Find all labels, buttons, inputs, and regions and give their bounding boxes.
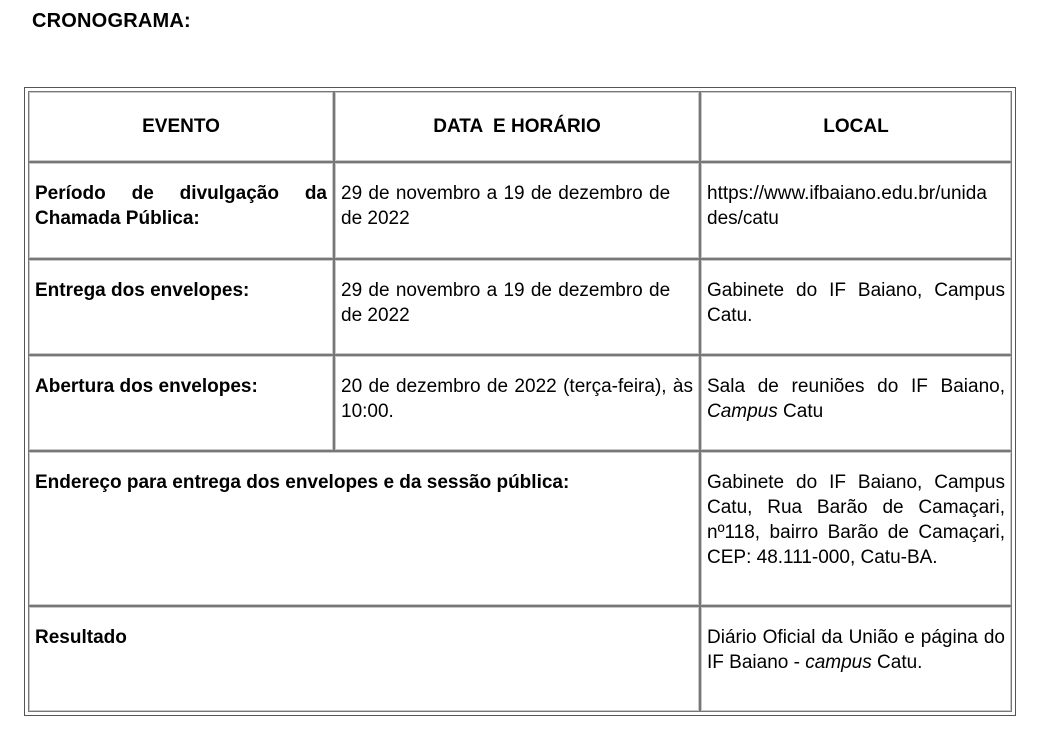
row-1-data	[334, 162, 700, 259]
row-2-data	[334, 259, 700, 355]
page-title: CRONOGRAMA:	[32, 10, 191, 32]
row-1-local	[700, 162, 1012, 259]
row-3-data: 20 de dezembro de 2022 (terça-feira), às 10:00.	[334, 355, 700, 451]
row-4-local: Gabinete do IF Baiano, Campus Catu, Rua Barão de Camaçari, nº118, bairro Barão de Camaçari, CEP: 48.111-000, Catu-BA.	[700, 451, 1012, 606]
row-5-local-text: Diário Oficial da União e página do IF Baiano -	[707, 627, 1005, 673]
row-2-local: Gabinete do IF Baiano, Campus Catu.	[700, 259, 1012, 355]
row-2-data-line-1: 29 de novembro a 19 de dezembro de	[341, 280, 671, 301]
row-3-local-end: Catu	[777, 401, 824, 422]
schedule-table	[24, 87, 1016, 716]
header-evento: EVENTO	[28, 91, 334, 162]
row-1-local-link-cont[interactable]: des/catu	[707, 208, 779, 229]
row-3-local	[700, 355, 1012, 451]
row-5-evento: Resultado	[28, 606, 700, 712]
row-3-local-text: Sala de reuniões do IF Baiano,	[707, 376, 1005, 397]
row-2-evento: Entrega dos envelopes:	[28, 259, 334, 355]
row-1-data-line-1: 29 de novembro a 19 de dezembro de	[341, 183, 671, 204]
row-5-local	[700, 606, 1012, 712]
row-1-local-link[interactable]: https://www.ifbaiano.edu.br/unida	[707, 183, 987, 204]
header-local: LOCAL	[700, 91, 1012, 162]
row-5-local-campus: campus	[805, 652, 872, 673]
row-2-data-line-2: de 2022	[341, 305, 410, 326]
row-5-local-end: Catu.	[871, 652, 923, 673]
header-data-horario: DATA E HORÁRIO	[334, 91, 700, 162]
row-1-data-line-2: de 2022	[341, 208, 410, 229]
row-3-local-campus: Campus	[707, 401, 778, 422]
row-1-evento: Período de divulgação da Chamada Pública:	[28, 162, 334, 259]
row-3-evento: Abertura dos envelopes:	[28, 355, 334, 451]
row-4-evento: Endereço para entrega dos envelopes e da sessão pública:	[28, 451, 700, 606]
